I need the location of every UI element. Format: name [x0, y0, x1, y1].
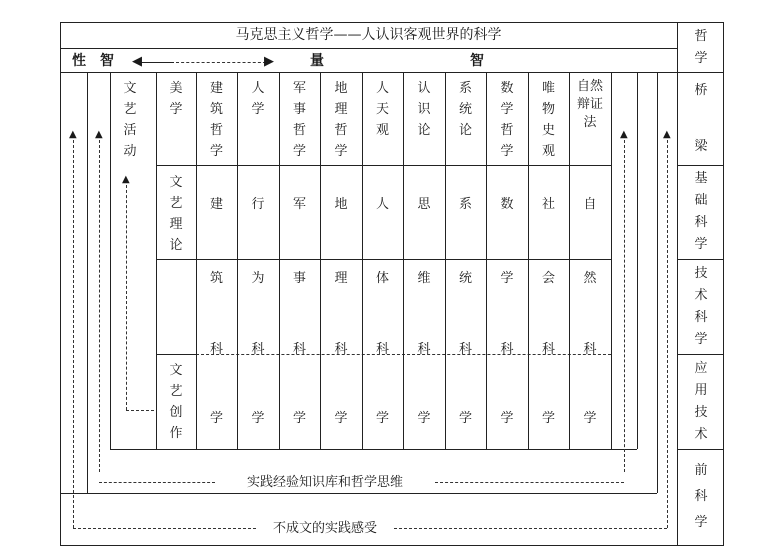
- char: 天: [375, 102, 389, 117]
- char: 哲: [500, 123, 514, 138]
- arrow-line: [138, 62, 174, 63]
- science-char: 行: [251, 197, 265, 212]
- char: 学: [694, 51, 708, 66]
- bottom-dashed-1-left: [99, 482, 215, 483]
- char: 识: [417, 102, 431, 117]
- science-char: 学: [500, 271, 514, 286]
- char: 科: [694, 489, 708, 504]
- char: 观: [375, 123, 389, 138]
- right-label-basic-science: [679, 165, 723, 259]
- right-outer-dashed: [667, 140, 668, 528]
- science-char: 体: [375, 271, 389, 286]
- frame-2-right: [657, 72, 658, 493]
- char: 桥: [694, 82, 708, 98]
- char: 论: [169, 238, 183, 253]
- outer-top-line: [60, 22, 724, 23]
- wenyi-huodong-label: [117, 78, 143, 162]
- bottom-text-2: 不成文的实践感受: [272, 521, 377, 536]
- right-inner-arrow: ▲: [620, 129, 628, 140]
- char: 理: [334, 102, 348, 117]
- science-char: 地: [334, 197, 348, 212]
- philosophy-military: [279, 78, 320, 162]
- science-char: 科: [251, 342, 265, 357]
- meixue-label: [163, 78, 189, 120]
- char: 创: [169, 405, 183, 420]
- science-char: 科: [541, 342, 555, 357]
- char: 建: [209, 81, 223, 96]
- science-char: 统: [458, 271, 472, 286]
- char: 前: [694, 463, 708, 478]
- outer-right-line: [723, 22, 724, 545]
- char: 论: [458, 123, 472, 138]
- frame-2-bottom: [87, 493, 657, 494]
- char: 动: [123, 144, 137, 159]
- science-char: 科: [375, 342, 389, 357]
- wenyi-lilun-label: [163, 172, 189, 256]
- science-char: 科: [583, 342, 597, 357]
- right-outer-arrow: ▲: [663, 129, 671, 140]
- science-char: 科: [334, 342, 348, 357]
- philosophy-geography: [320, 78, 362, 162]
- arrow-left-head: ◀: [132, 54, 142, 69]
- wenyi-huodong-arrow-up: ▲: [122, 174, 130, 185]
- science-char: 科: [209, 342, 223, 357]
- char: 学: [169, 102, 183, 117]
- left-inner-dashed: [99, 140, 100, 472]
- char: 理: [169, 217, 183, 232]
- char: 地: [334, 81, 348, 96]
- philosophy-historical-materialism: [528, 78, 569, 162]
- char: 作: [169, 426, 183, 441]
- bottom-dashed-2-left: [73, 528, 256, 529]
- char: 哲: [209, 123, 223, 138]
- philosophy-epistemology: [403, 78, 445, 141]
- char: 文: [169, 175, 183, 190]
- char: 学: [209, 144, 223, 159]
- char: 活: [123, 123, 137, 138]
- liang-label: 量: [310, 53, 324, 69]
- right-label-technical-science: [679, 259, 723, 354]
- right-inner-dashed: [624, 140, 625, 472]
- science-char: 筑: [209, 271, 223, 286]
- grid-right: [611, 72, 612, 449]
- char: 艺: [169, 384, 183, 399]
- char: 文: [169, 363, 183, 378]
- frame-3-right: [637, 72, 638, 449]
- science-char: 会: [541, 271, 555, 286]
- science-char: 社: [541, 197, 555, 212]
- char: 人: [375, 81, 389, 96]
- char: 艺: [123, 102, 137, 117]
- char: 应: [694, 360, 708, 376]
- char-pair: [577, 96, 603, 114]
- philosophy-anthropology: [237, 78, 279, 120]
- science-char: 建: [209, 197, 223, 212]
- char: 人: [251, 81, 265, 96]
- char: 哲: [292, 123, 306, 138]
- grid-row-line-3: [156, 354, 196, 355]
- char: 学: [292, 144, 306, 159]
- char: 础: [694, 193, 708, 208]
- col-line-2: [237, 72, 238, 449]
- philosophy-systems: [445, 78, 486, 141]
- char: 艺: [169, 196, 183, 211]
- bottom-text-1: 实践经验知识库和哲学思维: [246, 475, 403, 490]
- frame-3-left: [110, 72, 111, 449]
- char: 梁: [694, 138, 708, 154]
- char: 认: [417, 81, 431, 96]
- science-char: 系: [458, 197, 472, 212]
- xing-zhi-label: 性 智: [72, 53, 114, 69]
- char: 观: [541, 144, 555, 159]
- wenyi-chuangzuo-label: [163, 360, 189, 444]
- char: 美: [169, 81, 183, 96]
- char: 技: [694, 404, 708, 420]
- science-char: 学: [583, 411, 597, 426]
- top-title: 马克思主义哲学——人认识客观世界的科学: [235, 27, 502, 43]
- char: 术: [694, 287, 708, 303]
- science-char: 学: [541, 411, 555, 426]
- grid-row-line-2: [156, 259, 611, 260]
- science-char: 学: [375, 411, 389, 426]
- arrow-dashed-line: [176, 62, 266, 63]
- science-char: 人: [375, 197, 389, 212]
- arrow-right-head: ▶: [264, 54, 274, 69]
- science-char: 理: [334, 271, 348, 286]
- science-char: 学: [417, 411, 431, 426]
- char: 学: [500, 102, 514, 117]
- science-char: 学: [500, 411, 514, 426]
- char: 事: [292, 102, 306, 117]
- science-char: 维: [417, 271, 431, 286]
- grid-row-line-1: [156, 165, 611, 166]
- char: 军: [292, 81, 306, 96]
- science-char: 自: [583, 197, 597, 212]
- philosophy-human-nature: [362, 78, 403, 141]
- char: 学: [500, 144, 514, 159]
- science-char: 科: [417, 342, 431, 357]
- science-char: 学: [334, 411, 348, 426]
- right-column-divider: [677, 22, 678, 545]
- char: 筑: [209, 102, 223, 117]
- char: 哲: [694, 29, 708, 44]
- science-char: 科: [458, 342, 472, 357]
- char: 基: [694, 171, 708, 186]
- char: 学: [694, 237, 708, 252]
- char: 哲: [334, 123, 348, 138]
- philosophy-mathematics: [486, 78, 528, 162]
- philosophy-architecture: [196, 78, 237, 162]
- char: 论: [417, 123, 431, 138]
- char: 唯: [541, 81, 555, 96]
- char: 自: [576, 79, 590, 94]
- left-outer-arrow: ▲: [69, 129, 77, 140]
- science-char: 学: [251, 411, 265, 426]
- char: 学: [334, 144, 348, 159]
- science-char: 科: [292, 342, 306, 357]
- science-char: 学: [458, 411, 472, 426]
- frame-2-left: [87, 72, 88, 493]
- bottom-dashed-2-right: [394, 528, 667, 529]
- char: 统: [458, 102, 472, 117]
- char: 用: [694, 382, 708, 398]
- char: 史: [541, 123, 555, 138]
- wenyi-chuangzuo-connector: [126, 410, 154, 411]
- right-label-bridge: [679, 72, 723, 165]
- char: 科: [694, 215, 708, 230]
- char: 数: [500, 81, 514, 96]
- wenyi-huodong-dashed: [126, 185, 127, 410]
- science-char: 科: [500, 342, 514, 357]
- grid-left: [156, 72, 157, 449]
- left-inner-arrow: ▲: [95, 129, 103, 140]
- science-char: 军: [292, 197, 306, 212]
- xingzhi-bottom-line: [60, 72, 677, 73]
- science-char: 为: [251, 271, 265, 286]
- char: 学: [251, 102, 265, 117]
- char: 证: [590, 97, 604, 112]
- char-pair: [577, 78, 603, 96]
- science-char: 事: [292, 271, 306, 286]
- science-char: 然: [583, 271, 597, 286]
- right-label-applied-technology: [679, 354, 723, 449]
- bottom-dashed-1-right: [435, 482, 624, 483]
- title-bottom-line: [60, 48, 677, 49]
- char: 技: [694, 265, 708, 281]
- char: 学: [694, 331, 708, 347]
- outer-bottom-line: [60, 545, 724, 546]
- outer-left-line: [60, 22, 61, 545]
- char: 法: [583, 115, 597, 130]
- science-char: 学: [292, 411, 306, 426]
- frame-3-bottom: [110, 449, 637, 450]
- char: 系: [458, 81, 472, 96]
- left-outer-dashed: [73, 140, 74, 528]
- science-char: 学: [209, 411, 223, 426]
- science-char: 数: [500, 197, 514, 212]
- zhi-label: 智: [470, 53, 484, 69]
- char: 然: [590, 79, 604, 94]
- char: 学: [694, 515, 708, 530]
- char: 辩: [576, 97, 590, 112]
- char: 文: [123, 81, 137, 96]
- science-char: 思: [417, 197, 431, 212]
- philosophy-dialectics-of-nature: [569, 78, 611, 132]
- char: 术: [694, 426, 708, 442]
- char: 科: [694, 309, 708, 325]
- right-label-pre-science: [679, 449, 723, 545]
- char: 物: [541, 102, 555, 117]
